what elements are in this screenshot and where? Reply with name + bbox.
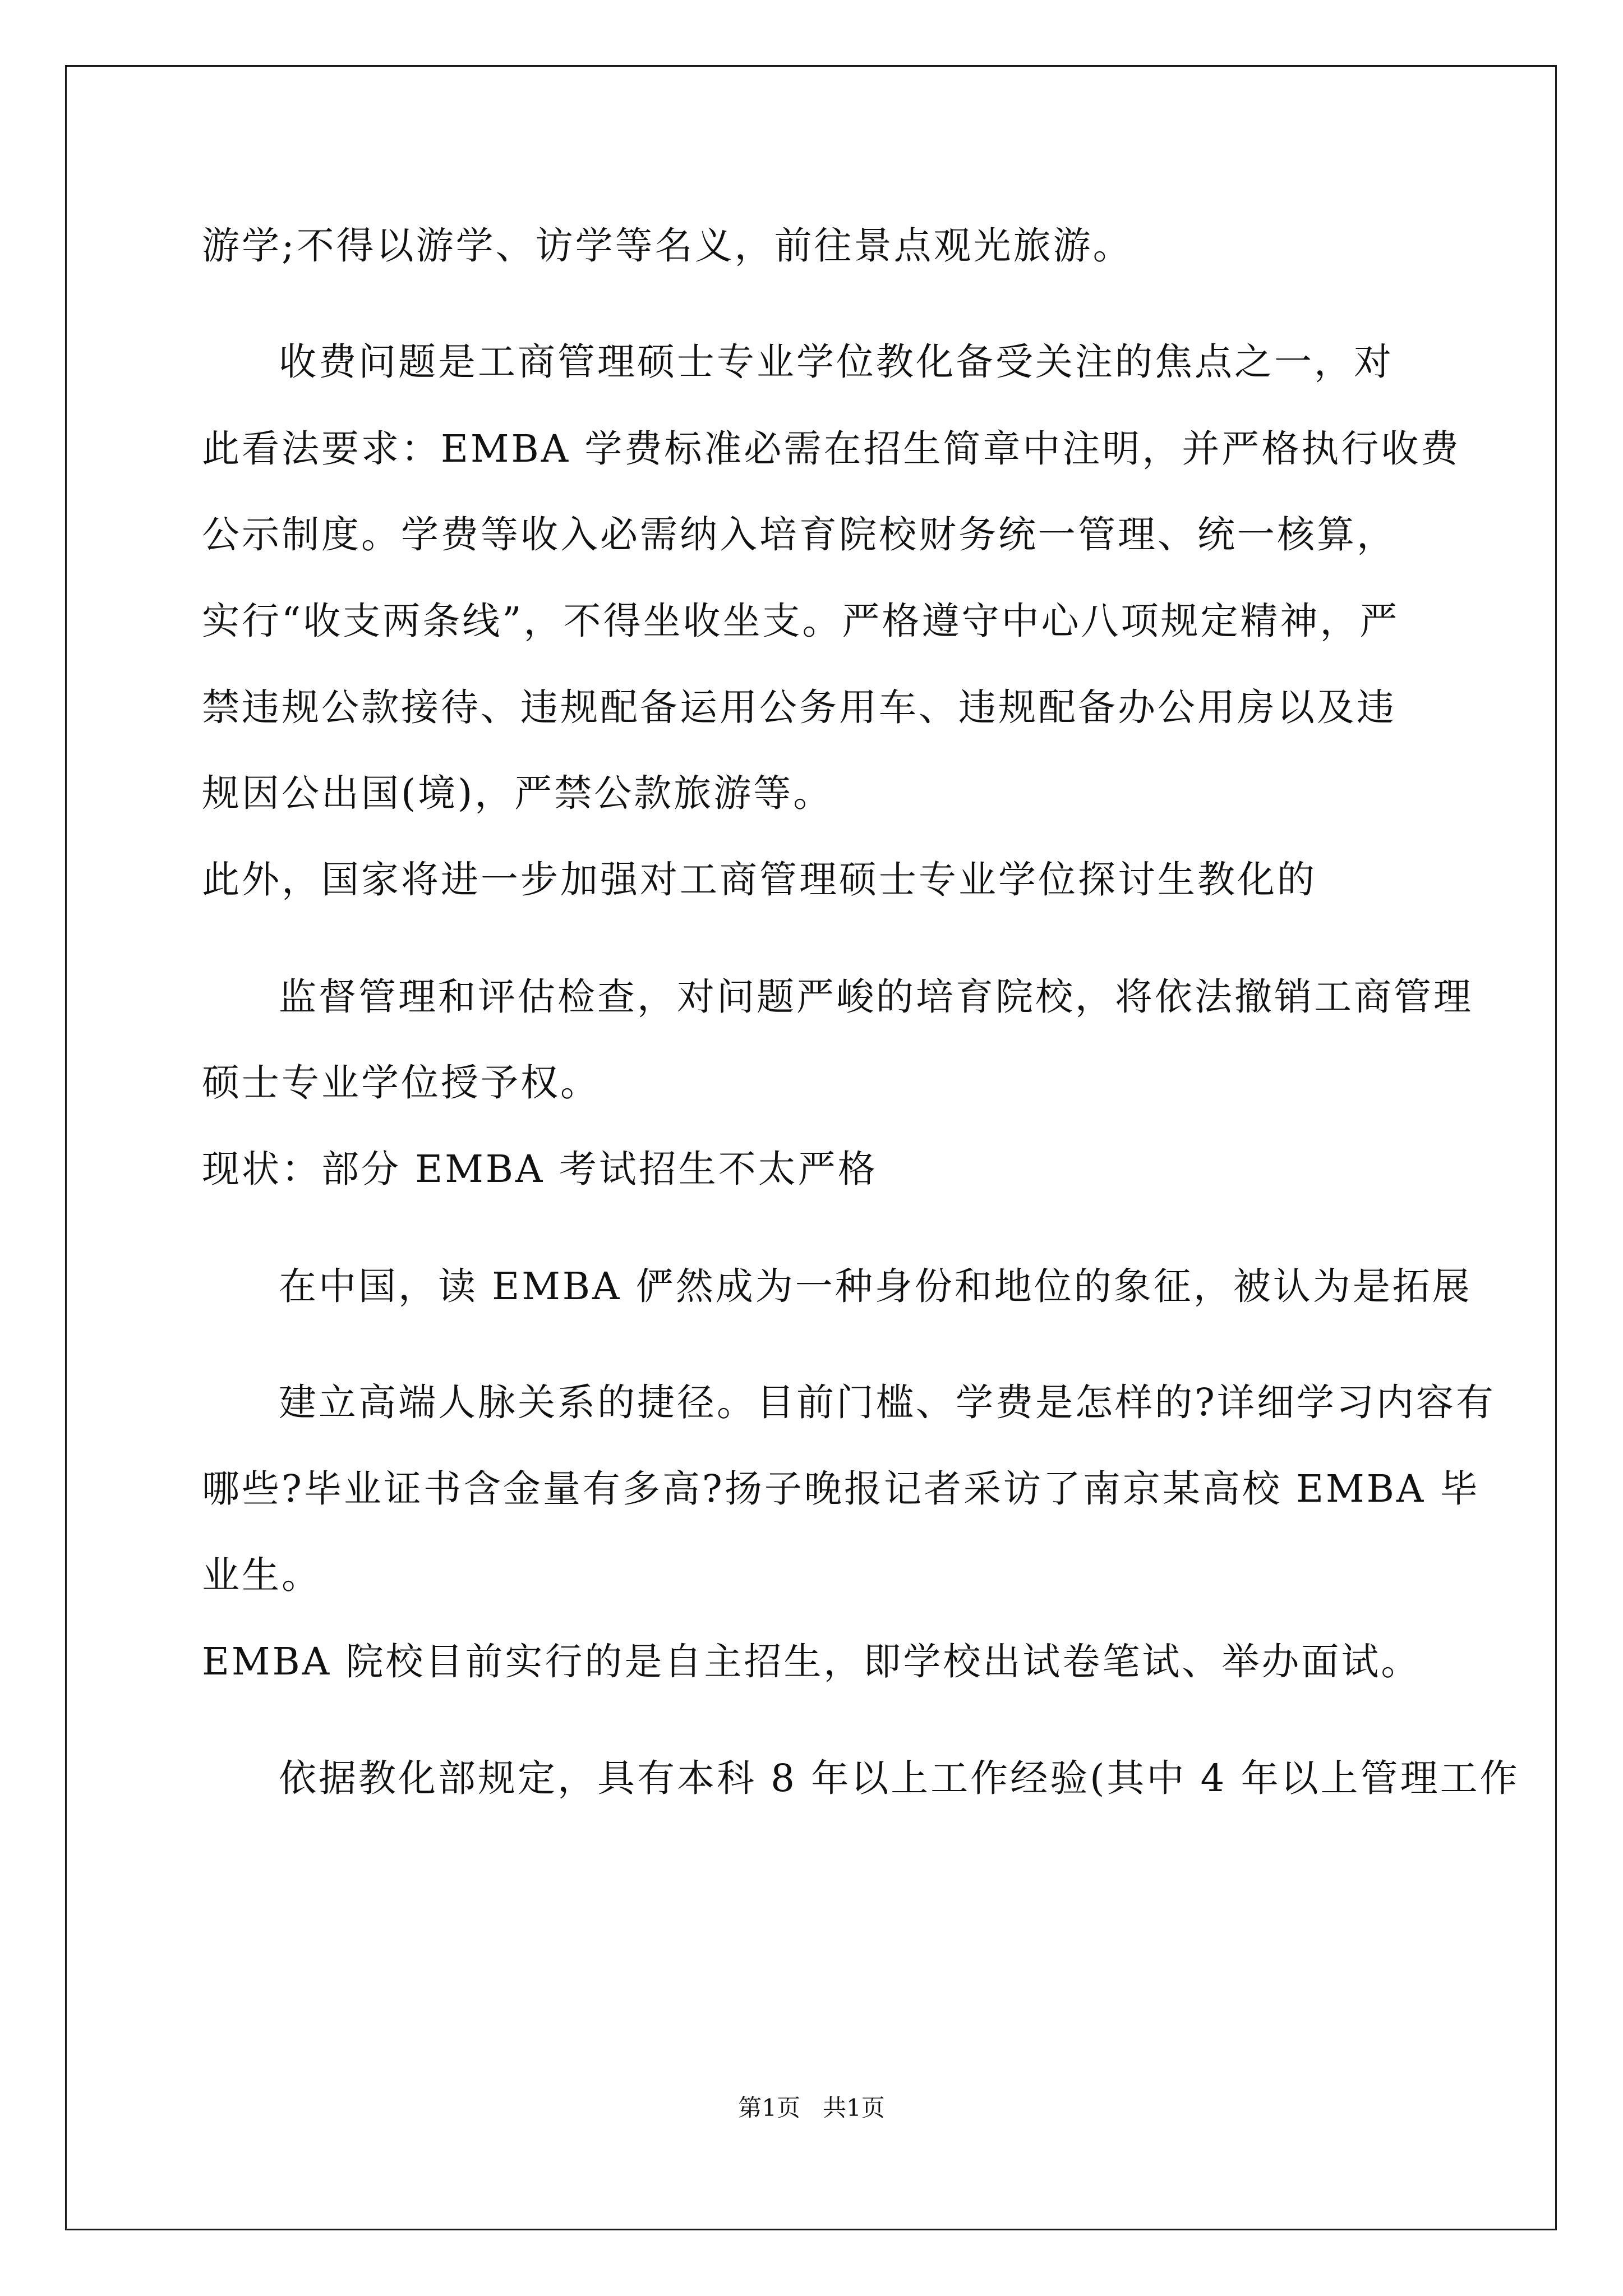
text-line: 规因公出国(境)，严禁公款旅游等。 (202, 771, 833, 815)
text-line: 依据教化部规定，具有本科 8 年以上工作经验(其中 4 年以上管理工作 (279, 1756, 1520, 1800)
text-line: 监督管理和评估检查，对问题严峻的培育院校，将依法撤销工商管理 (279, 975, 1473, 1019)
text-line: 禁违规公款接待、违规配备运用公务用车、违规配备办公用房以及违 (202, 685, 1396, 729)
text-line: 游学;不得以游学、访学等名义，前往景点观光旅游。 (202, 224, 1133, 268)
text-line: 哪些?毕业证书含金量有多高?扬子晚报记者采访了南京某高校 EMBA 毕 (202, 1467, 1480, 1511)
text-line: 此外，国家将进一步加强对工商管理硕士专业学位探讨生教化的 (202, 858, 1317, 901)
text-line: 现状：部分 EMBA 考试招生不太严格 (202, 1147, 878, 1191)
text-line: 业生。 (202, 1553, 321, 1597)
text-line: 实行“收支两条线”，不得坐收坐支。严格遵守中心八项规定精神，严 (202, 599, 1400, 643)
section-heading: 在中国，读 EMBA 俨然成为一种身份和地位的象征，被认为是拓展 (279, 1264, 1472, 1308)
text-line: 建立高端人脉关系的捷径。目前门槛、学费是怎样的?详细学习内容有 (279, 1381, 1496, 1424)
text-line: 此看法要求：EMBA 学费标准必需在招生简章中注明，并严格执行收费 (202, 427, 1461, 471)
text-line: EMBA 院校目前实行的是自主招生，即学校出试卷笔试、举办面试。 (202, 1640, 1421, 1683)
text-line: 硕士专业学位授予权。 (202, 1061, 600, 1105)
text-line: 公示制度。学费等收入必需纳入培育院校财务统一管理、统一核算， (202, 513, 1396, 556)
page-footer: 第1页 共1页 (738, 2094, 885, 2122)
text-line: 收费问题是工商管理硕士专业学位教化备受关注的焦点之一，对 (279, 340, 1394, 384)
